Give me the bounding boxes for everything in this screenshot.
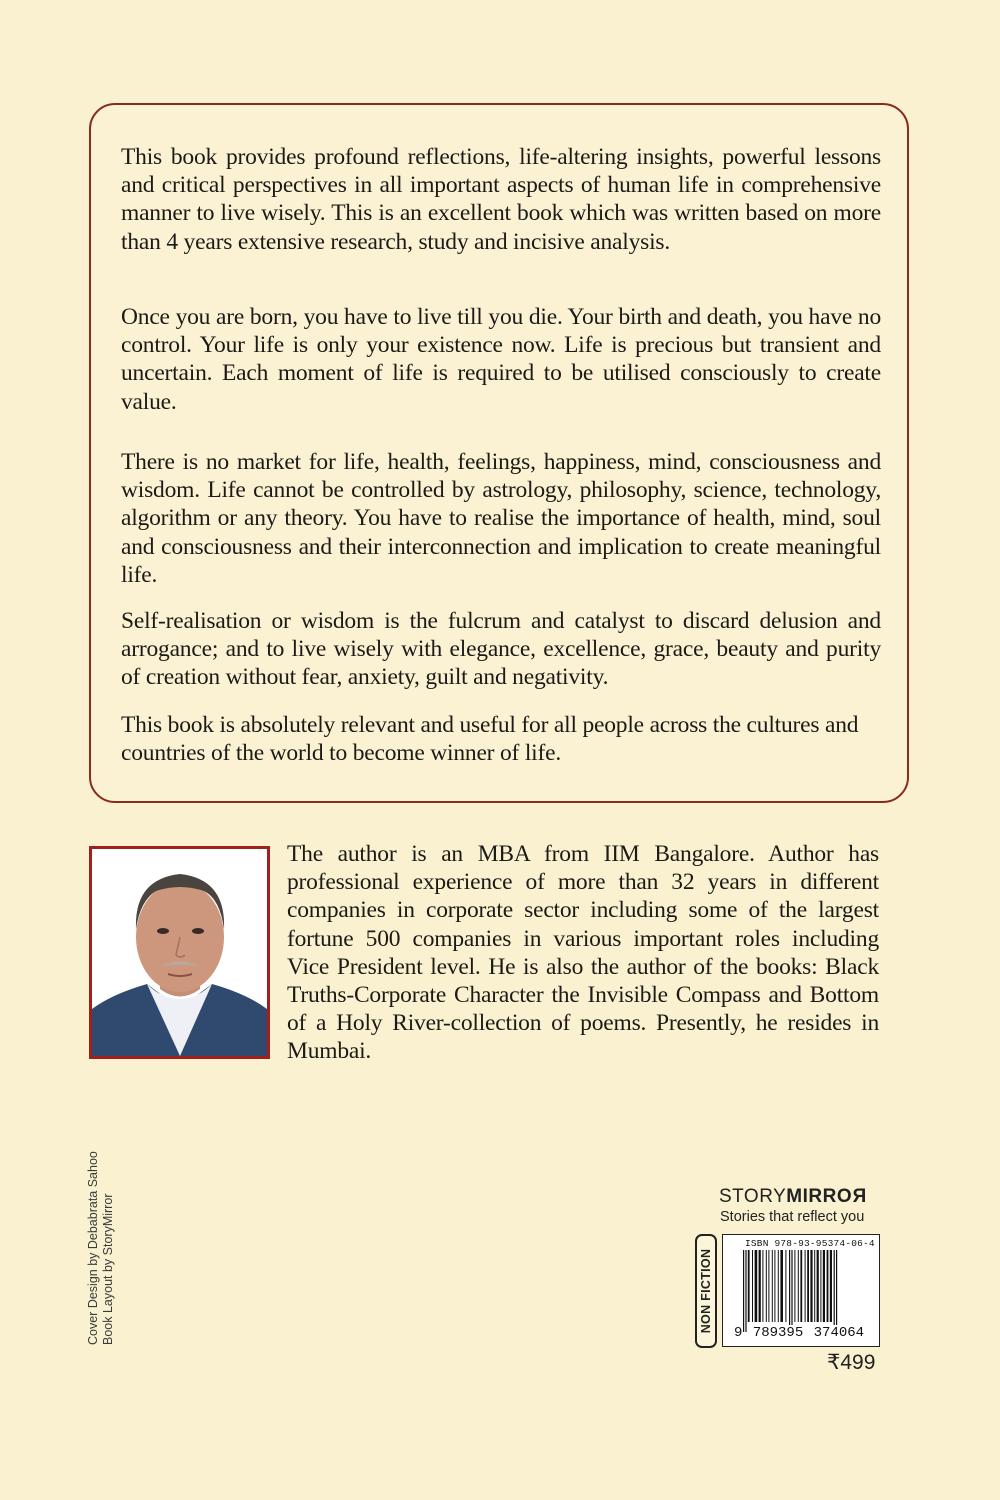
barcode-bar [807,1250,809,1322]
design-credits [86,1151,116,1345]
blurb-paragraph-3: There is no market for life, health, feelings, happiness, mind, consciousness and wisdom. Life cannot be controlled by astrology, philosophy, science, technology, algorithm or any theory. You have to realise the importance of health, mind, soul and consciousness and their interconnection and implication to create meaningful life. [121,449,881,588]
barcode-bar [774,1250,775,1322]
barcode-icon [735,1250,869,1336]
author-photo [89,846,270,1059]
barcode-bar [827,1250,829,1322]
barcode-left-digits: 789395 [752,1325,804,1341]
barcode-bar [778,1250,779,1322]
barcode-bar [745,1250,746,1332]
publisher-name-mirror: MIRRO [786,1186,853,1207]
blurb-box [89,103,909,803]
barcode-bar [789,1250,790,1332]
blurb-paragraph-1: This book provides profound reflections, life-altering insights, powerful lessons and critical perspectives in all important aspects of human life in comprehensive manner to live wisely. This is an excellent book which was written based on more than 4 years extensive research, study and incisive analysis. [121,144,881,255]
publisher-name-story: STORY [719,1186,787,1207]
book-layout-credit: Book Layout by StoryMirror [101,1193,115,1345]
barcode-bar [836,1250,837,1332]
barcode-bar [830,1250,832,1322]
barcode-bar [780,1250,783,1322]
isbn-label: ISBN 978-93-95374-06-4 [745,1238,875,1249]
barcode-lead-digit: 9 [734,1325,743,1341]
publisher-logo [719,1186,866,1208]
barcode-bar [794,1250,795,1322]
barcode-bar [766,1250,767,1322]
author-bio: The author is an MBA from IIM Bangalore. Author has professional experience of more than 32 years in different companies in corporate sector including some of the largest fortune 500 companies in various important roles including Vice President level. He is also the author of the books: Black Truths-Corporate Character the Invisible Compass and Bottom of a Holy River-collection of poems. Presently, he resides in Mumbai. [287,841,879,1065]
barcode-bar [743,1250,744,1332]
barcode-right-digits: 374064 [813,1325,865,1341]
barcode-bar [834,1250,835,1332]
publisher-name-mirrored-r: R [852,1186,867,1207]
barcode-bar [748,1250,750,1322]
barcode-bar [823,1250,825,1322]
barcode-bar [810,1250,812,1322]
genre-tag [695,1234,717,1348]
barcode-bar [762,1250,763,1322]
publisher-tagline: Stories that reflect you [720,1209,865,1225]
barcode-bar [768,1250,769,1322]
barcode-bar [759,1250,761,1322]
blurb-paragraph-5: This book is absolutely relevant and useful for all people across the cultures and countries of the world to become winner of life. [121,712,859,767]
barcode-bar [817,1250,819,1322]
barcode-bar [814,1250,815,1322]
barcode-bar [791,1250,792,1332]
barcode-bar [805,1250,806,1322]
cover-design-credit: Cover Design by Debabrata Sahoo [86,1151,100,1345]
barcode-digits [733,1325,865,1341]
author-portrait-icon [92,849,267,1056]
barcode-bar [772,1250,773,1322]
blurb-paragraph-2: Once you are born, you have to live till you die. Your birth and death, you have no control. Your life is only your existence now. Life is precious but transient and uncertain. Each moment of life is required to be utilised consciously to create value. [121,304,881,415]
barcode-bar [800,1250,802,1322]
genre-label: NON FICTION [699,1248,713,1334]
barcode-bar [785,1250,786,1322]
barcode-bar [798,1250,799,1322]
barcode-bar [820,1250,821,1322]
barcode-bar [752,1250,753,1322]
barcode-box [722,1234,880,1347]
barcode-bar [755,1250,758,1322]
price: ₹499 [827,1351,876,1374]
blurb-paragraph-4: Self-realisation or wisdom is the fulcrum and catalyst to discard delusion and arrogance; and to live wisely with elegance, excellence, grace, beauty and purity of creation without fear, anxiety, guilt and negativity. [121,608,881,691]
